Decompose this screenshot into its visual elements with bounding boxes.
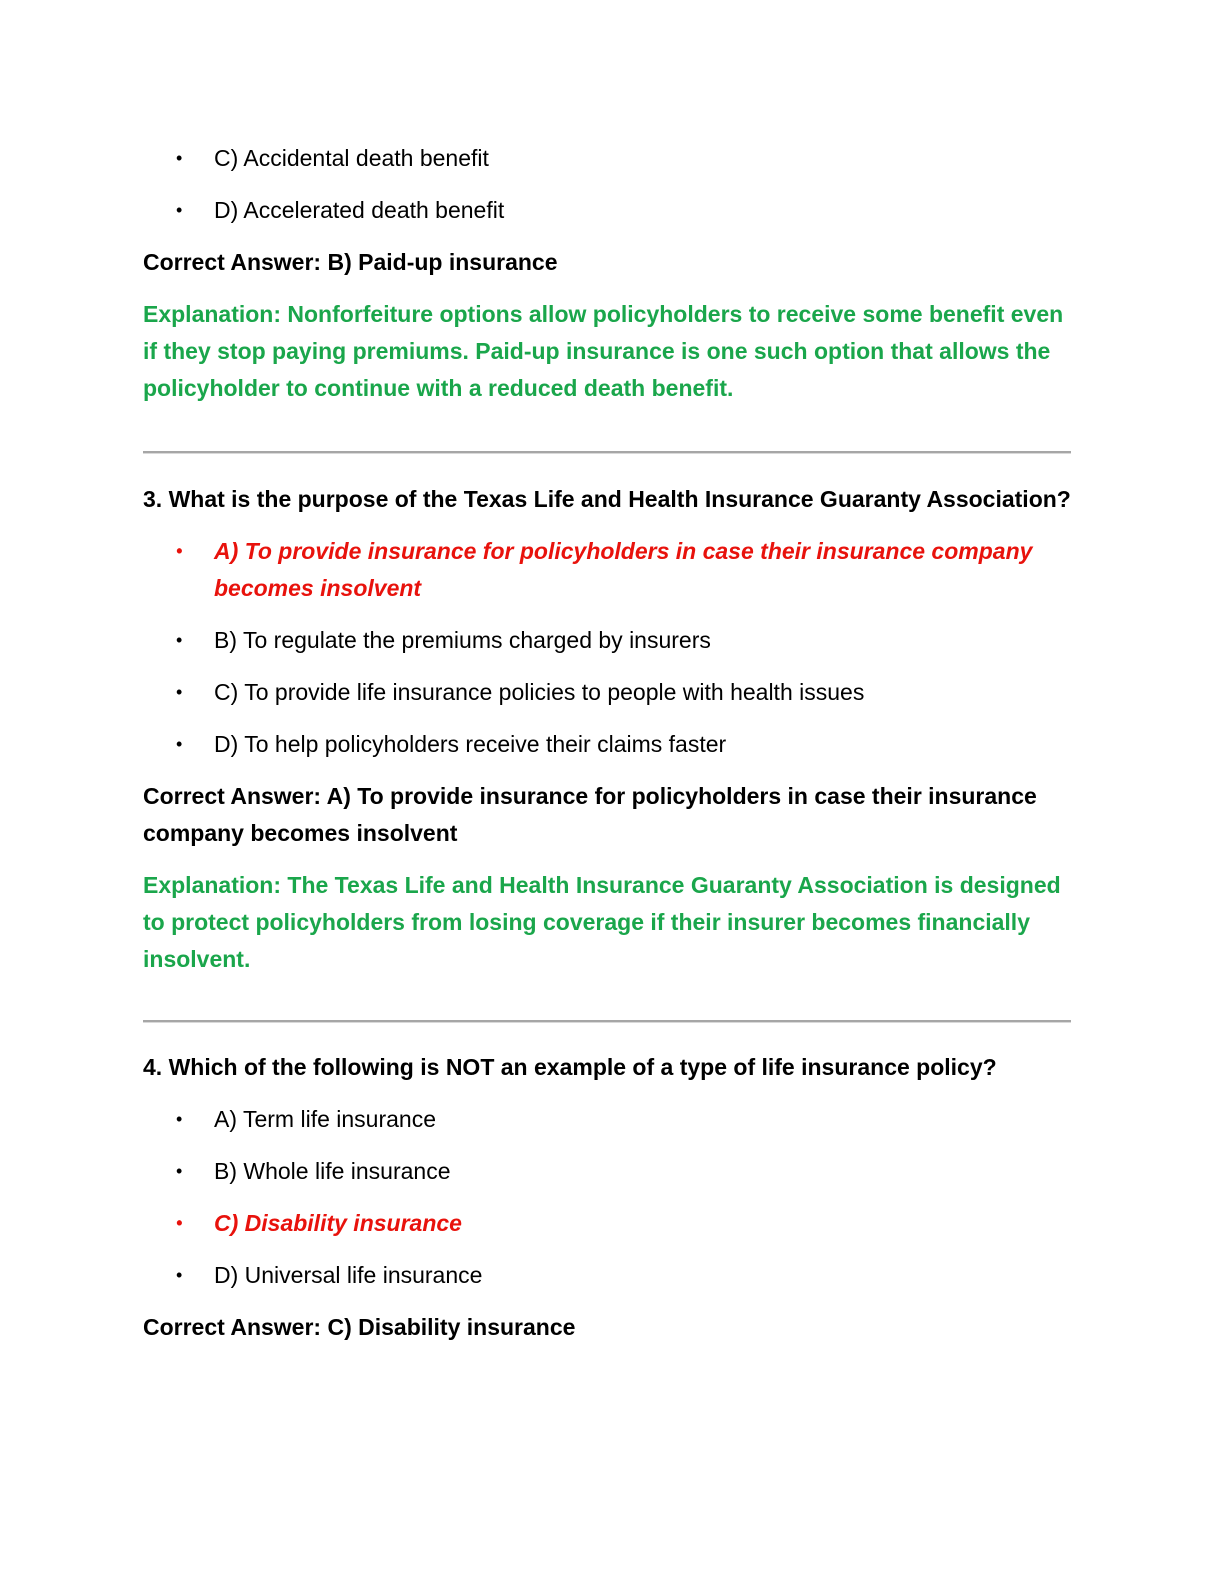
question-2-correct-answer: Correct Answer: B) Paid-up insurance bbox=[143, 249, 558, 275]
option-text: C) Accidental death benefit bbox=[214, 145, 489, 171]
section-divider bbox=[143, 451, 1071, 453]
question-3-options bbox=[143, 533, 1071, 763]
question-4-option-b bbox=[143, 1153, 1071, 1190]
bullet-icon: • bbox=[176, 541, 183, 561]
question-3-option-c bbox=[143, 674, 1071, 711]
option-text: D) To help policyholders receive their claims faster bbox=[214, 731, 727, 757]
question-3-option-b bbox=[143, 622, 1071, 659]
bullet-icon: • bbox=[176, 1161, 183, 1181]
question-2-option-c bbox=[143, 140, 1071, 177]
question-4-correct-answer: Correct Answer: C) Disability insurance bbox=[143, 1314, 576, 1340]
option-text: A) Term life insurance bbox=[214, 1106, 436, 1132]
question-2-option-d bbox=[143, 192, 1071, 229]
question-4-option-a bbox=[143, 1101, 1071, 1138]
bullet-icon: • bbox=[176, 734, 183, 754]
option-text: B) To regulate the premiums charged by insurers bbox=[214, 627, 711, 653]
question-3-explanation: Explanation: The Texas Life and Health Insurance Guaranty Association is designed to protect policyholders from losing coverage if their insurer becomes financially insolvent. bbox=[143, 872, 1061, 972]
bullet-icon: • bbox=[176, 682, 183, 702]
bullet-icon: • bbox=[176, 200, 183, 220]
bullet-icon: • bbox=[176, 1213, 183, 1233]
option-text: A) To provide insurance for policyholders in case their insurance company becomes insolvent bbox=[214, 538, 1033, 601]
question-3-option-d bbox=[143, 726, 1071, 763]
option-text: B) Whole life insurance bbox=[214, 1158, 451, 1184]
question-2-explanation: Explanation: Nonforfeiture options allow policyholders to receive some benefit even if they stop paying premiums. Paid-up insurance is one such option that allows the policyholder to continue with a reduced death benefit. bbox=[143, 301, 1064, 401]
option-text: C) Disability insurance bbox=[214, 1210, 462, 1236]
option-text: D) Accelerated death benefit bbox=[214, 197, 505, 223]
bullet-icon: • bbox=[176, 148, 183, 168]
question-4-option-d bbox=[143, 1257, 1071, 1294]
question-3-section bbox=[143, 481, 1071, 978]
question-4-option-c bbox=[143, 1205, 1071, 1242]
document-page bbox=[143, 140, 1071, 1361]
bullet-icon: • bbox=[176, 1265, 183, 1285]
question-2-section bbox=[143, 140, 1071, 407]
section-divider bbox=[143, 1020, 1071, 1022]
question-4-section bbox=[143, 1049, 1071, 1346]
question-3-text: 3. What is the purpose of the Texas Life and Health Insurance Guaranty Association? bbox=[143, 486, 1071, 512]
question-4-options bbox=[143, 1101, 1071, 1294]
question-4-text: 4. Which of the following is NOT an example of a type of life insurance policy? bbox=[143, 1054, 997, 1080]
bullet-icon: • bbox=[176, 630, 183, 650]
option-text: D) Universal life insurance bbox=[214, 1262, 483, 1288]
question-3-correct-answer: Correct Answer: A) To provide insurance for policyholders in case their insurance company becomes insolvent bbox=[143, 783, 1037, 846]
bullet-icon: • bbox=[176, 1109, 183, 1129]
option-text: C) To provide life insurance policies to people with health issues bbox=[214, 679, 865, 705]
question-2-options bbox=[143, 140, 1071, 229]
question-3-option-a bbox=[143, 533, 1071, 607]
